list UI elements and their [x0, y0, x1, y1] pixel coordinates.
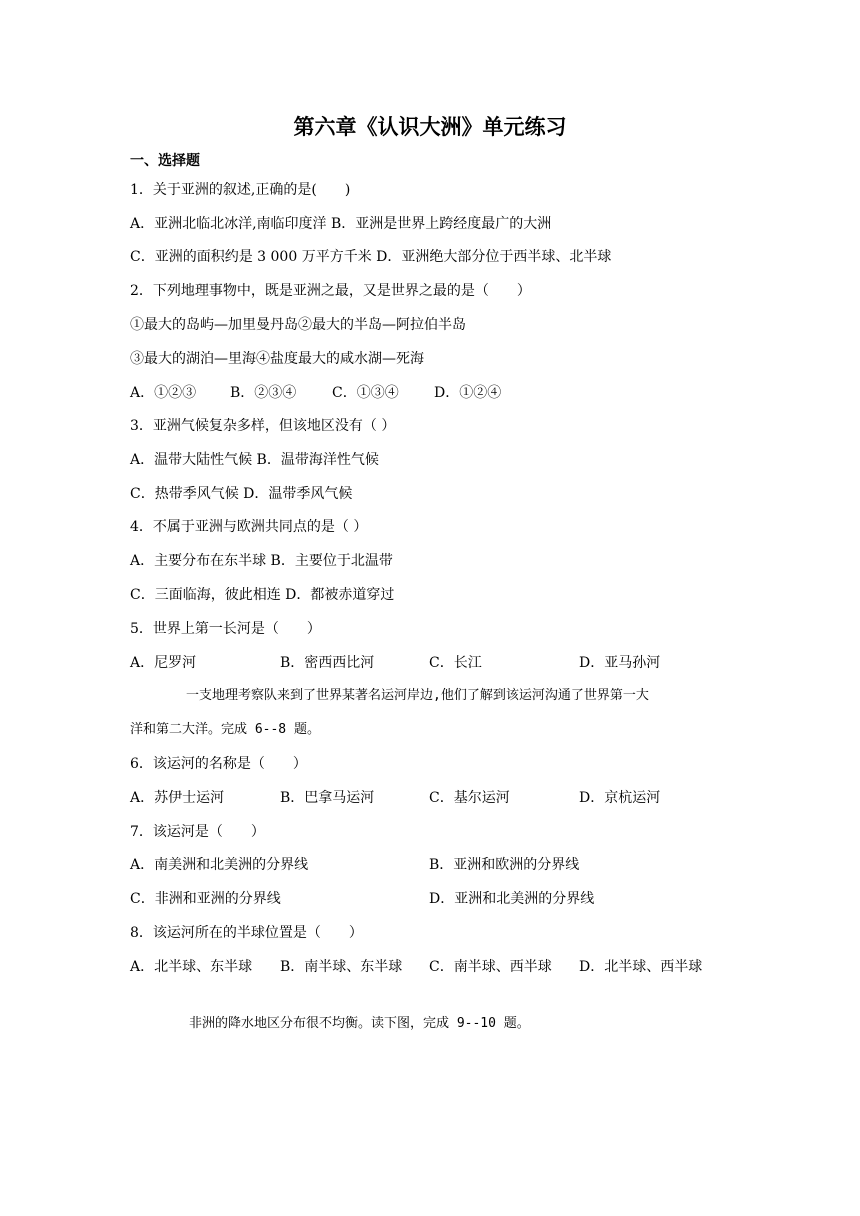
passage-canal-line-2: 洋和第二大洋。完成 6--8 题。 — [130, 722, 320, 737]
question-3-options-ab: A．温带大陆性气候 B．温带海洋性气候 — [130, 452, 379, 468]
question-3-stem: 3．亚洲气候复杂多样，但该地区没有（ ） — [130, 418, 396, 434]
question-5-option-c: C．长江 — [429, 655, 482, 671]
question-5-option-d: D．亚马孙河 — [579, 655, 661, 671]
question-2-option-c: C．①③④ — [332, 385, 399, 401]
question-5-option-b: B．密西西比河 — [280, 655, 375, 671]
question-1-stem: 1．关于亚洲的叙述,正确的是( ) — [130, 182, 351, 198]
question-6-option-c: C．基尔运河 — [429, 790, 510, 806]
question-7-stem: 7．该运河是（ ） — [130, 824, 265, 840]
question-2-stem: 2．下列地理事物中，既是亚洲之最，又是世界之最的是（ ） — [130, 283, 531, 299]
question-4-stem: 4．不属于亚洲与欧洲共同点的是（ ） — [130, 519, 368, 535]
passage-canal-line-1: 一支地理考察队来到了世界某著名运河岸边,他们了解到该运河沟通了世界第一大 — [186, 688, 649, 703]
passage-africa-line-1: 非洲的降水地区分布很不均衡。读下图，完成 9--10 题。 — [189, 1016, 530, 1031]
question-2-items-12: ①最大的岛屿—加里曼丹岛②最大的半岛—阿拉伯半岛 — [130, 317, 466, 333]
question-2-option-d: D．①②④ — [434, 385, 502, 401]
question-4-options-ab: A．主要分布在东半球 B．主要位于北温带 — [130, 553, 393, 569]
question-1-options-cd: C．亚洲的面积约是 3 000 万平方千米 D．亚洲绝大部分位于西半球、北半球 — [130, 249, 612, 265]
question-6-option-d: D．京杭运河 — [579, 790, 661, 806]
question-7-option-d: D．亚洲和北美洲的分界线 — [429, 891, 595, 907]
question-2-items-34: ③最大的湖泊—里海④盐度最大的咸水湖—死海 — [130, 351, 424, 367]
question-5-option-a: A．尼罗河 — [130, 655, 197, 671]
question-8-option-c: C．南半球、西半球 — [429, 959, 552, 975]
page-title: 第六章《认识大洲》单元练习 — [293, 115, 567, 139]
question-7-option-a: A．南美洲和北美洲的分界线 — [130, 857, 309, 873]
question-2-option-a: A．①②③ — [130, 385, 197, 401]
question-2-option-b: B．②③④ — [230, 385, 297, 401]
question-4-options-cd: C．三面临海，彼此相连 D．都被赤道穿过 — [130, 587, 395, 603]
question-1-options-ab: A．亚洲北临北冰洋,南临印度洋 B．亚洲是世界上跨经度最广的大洲 — [130, 216, 552, 232]
question-7-option-b: B．亚洲和欧洲的分界线 — [429, 857, 580, 873]
question-5-stem: 5．世界上第一长河是（ ） — [130, 621, 321, 637]
question-8-option-d: D．北半球、西半球 — [579, 959, 703, 975]
question-8-stem: 8．该运河所在的半球位置是（ ） — [130, 925, 363, 941]
question-8-option-a: A．北半球、东半球 — [130, 959, 253, 975]
question-7-option-c: C．非洲和亚洲的分界线 — [130, 891, 281, 907]
question-6-option-b: B．巴拿马运河 — [280, 790, 375, 806]
question-6-option-a: A．苏伊士运河 — [130, 790, 225, 806]
section-heading: 一、选择题 — [130, 153, 200, 169]
question-8-option-b: B．南半球、东半球 — [280, 959, 403, 975]
question-3-options-cd: C．热带季风气候 D．温带季风气候 — [130, 486, 353, 502]
question-6-stem: 6．该运河的名称是（ ） — [130, 756, 307, 772]
